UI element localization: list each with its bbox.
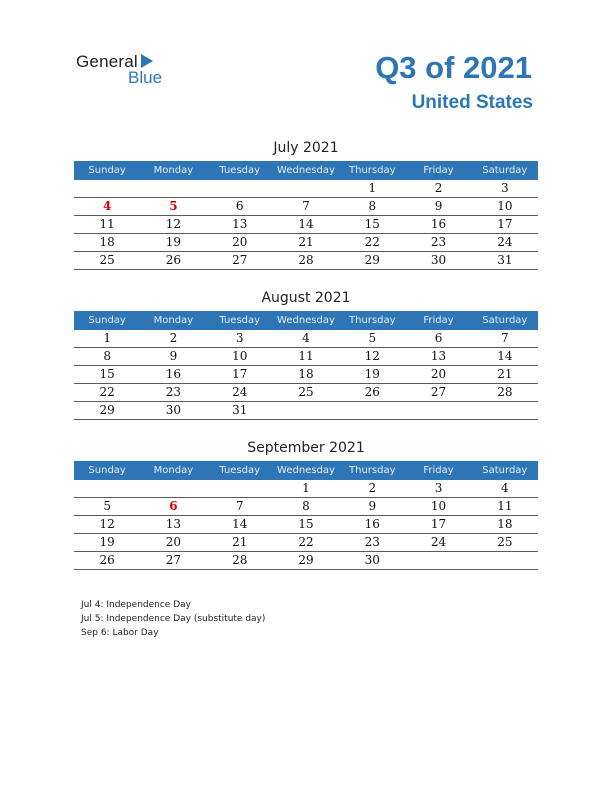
holiday-note: Sep 6: Labor Day [81,628,159,638]
day-cell: 18 [298,367,314,381]
day-cell: 7 [501,331,509,345]
day-cell: 21 [497,367,513,381]
day-cell: 10 [232,349,248,363]
weekday-header: Friday [423,165,454,176]
day-cell: 12 [165,217,182,231]
holiday-note: Jul 5: Independence Day (substitute day) [81,614,266,624]
day-cell: 21 [232,535,248,549]
weekday-header: Saturday [482,465,528,476]
day-cell: 17 [430,517,447,531]
day-cell: 25 [497,535,513,549]
logo-flag-icon [141,54,153,68]
weekday-header: Wednesday [277,315,335,326]
day-cell: 11 [298,349,314,363]
day-cell: 28 [298,253,314,267]
day-cell [140,180,206,197]
weekday-header: Wednesday [277,465,335,476]
week-row [74,180,538,198]
week-row [74,384,538,402]
day-cell [472,552,538,569]
day-cell: 3 [434,481,443,495]
week-row [74,552,538,570]
day-cell: 29 [364,253,380,267]
day-cell: 11 [99,217,115,231]
month-title: September 2021 [247,440,365,456]
day-cell: 29 [99,403,115,417]
day-cell: 28 [232,553,248,567]
week-row [74,402,538,420]
month-calendar-july [74,138,538,270]
weekday-header: Sunday [88,315,126,326]
day-cell: 1 [302,481,310,495]
day-cell: 26 [364,385,380,399]
day-cell: 13 [165,517,182,531]
weekday-header: Saturday [482,315,528,326]
day-cell: 21 [298,235,314,249]
day-cell: 5 [103,499,111,513]
logo-text-blue: Blue [128,68,163,87]
week-row [74,234,538,252]
day-cell: 15 [99,367,115,381]
day-cell: 16 [364,517,380,531]
day-cell: 8 [103,349,111,363]
day-cell: 15 [364,217,380,231]
day-cell: 9 [434,199,443,213]
weekday-header-row [74,311,538,330]
day-cell: 2 [368,481,377,495]
day-cell: 12 [364,349,380,363]
weekday-header-row [74,461,538,480]
week-row [74,366,538,384]
day-cell [74,180,140,197]
day-cell: 24 [232,385,248,399]
day-cell: 6 [235,199,244,213]
day-cell: 27 [232,253,248,267]
day-cell: 25 [99,253,115,267]
day-cell: 31 [232,403,248,417]
day-cell [140,480,206,497]
day-cell: 10 [497,199,513,213]
day-cell: 8 [302,499,310,513]
month-calendar-august [74,288,538,420]
weekday-header: Monday [153,315,194,326]
week-row [74,252,538,270]
day-cell: 5 [368,331,377,345]
weekday-header: Tuesday [219,465,261,476]
month-title: July 2021 [273,140,339,156]
weekday-header: Sunday [88,165,126,176]
day-cell: 28 [497,385,513,399]
day-cell: 27 [430,385,447,399]
day-cell: 23 [364,535,380,549]
week-row [74,534,538,552]
day-cell: 24 [497,235,513,249]
week-row [74,216,538,234]
day-cell [405,552,471,569]
day-cell: 16 [165,367,182,381]
week-row [74,348,538,366]
day-cell: 3 [501,181,509,195]
holiday-notes [81,598,265,640]
day-cell: 7 [235,499,244,513]
weekday-header: Wednesday [277,165,335,176]
day-cell: 1 [368,181,377,195]
day-cell: 23 [165,385,182,399]
weekday-header: Thursday [349,315,396,326]
day-cell: 22 [298,535,314,549]
weekday-header: Sunday [88,465,126,476]
day-cell: 19 [165,235,182,249]
week-row [74,330,538,348]
weekday-header: Monday [153,165,194,176]
day-cell: 8 [368,199,377,213]
day-cell-holiday: 5 [169,199,178,213]
day-cell: 17 [497,217,513,231]
day-cell-holiday: 6 [169,499,178,513]
day-cell: 22 [99,385,115,399]
day-cell [273,180,339,197]
month-calendar-september [74,438,538,570]
holiday-note: Jul 4: Independence Day [81,600,191,610]
weekday-header: Friday [423,315,454,326]
day-cell [339,402,405,419]
week-row [74,480,538,498]
weekday-header: Friday [423,465,454,476]
day-cell: 3 [235,331,244,345]
day-cell: 15 [298,517,314,531]
day-cell: 14 [497,349,513,363]
day-cell: 14 [298,217,314,231]
week-row [74,498,538,516]
weekday-header: Thursday [349,465,396,476]
day-cell: 24 [430,535,447,549]
weekday-header-row [74,161,538,180]
day-cell-holiday: 4 [102,199,112,213]
day-cell: 10 [430,499,447,513]
day-cell: 13 [232,217,248,231]
month-title: August 2021 [261,290,351,306]
weekday-header: Monday [153,465,194,476]
weekday-header: Tuesday [219,165,261,176]
day-cell [74,480,140,497]
day-cell: 23 [430,235,447,249]
day-cell: 22 [364,235,380,249]
day-cell [207,480,273,497]
day-cell: 20 [165,535,182,549]
day-cell: 7 [302,199,310,213]
logo-text-general: General [76,52,138,71]
day-cell: 6 [434,331,443,345]
day-cell: 11 [497,499,513,513]
week-row [74,198,538,216]
day-cell: 14 [232,517,248,531]
country-name: United States [411,92,533,113]
day-cell: 30 [165,403,182,417]
day-cell: 19 [364,367,380,381]
day-cell: 9 [368,499,377,513]
weekday-header: Tuesday [219,315,261,326]
day-cell: 27 [165,553,182,567]
weekday-header: Thursday [349,165,396,176]
day-cell: 26 [99,553,115,567]
day-cell: 9 [169,349,178,363]
day-cell: 18 [99,235,115,249]
day-cell: 2 [434,181,443,195]
day-cell: 26 [165,253,182,267]
day-cell [472,402,538,419]
day-cell: 18 [497,517,513,531]
week-row [74,516,538,534]
day-cell: 29 [298,553,314,567]
day-cell: 4 [501,481,509,495]
day-cell: 17 [232,367,248,381]
day-cell [405,402,471,419]
day-cell: 1 [103,331,111,345]
day-cell: 25 [298,385,314,399]
day-cell: 4 [302,331,310,345]
day-cell [207,180,273,197]
day-cell: 20 [232,235,248,249]
weekday-header: Saturday [482,165,528,176]
day-cell: 19 [99,535,115,549]
day-cell: 30 [364,553,380,567]
day-cell: 30 [430,253,447,267]
day-cell: 16 [430,217,447,231]
day-cell: 13 [430,349,447,363]
day-cell: 20 [430,367,447,381]
quarter-title: Q3 of 2021 [375,50,532,85]
day-cell: 12 [99,517,115,531]
day-cell: 2 [169,331,178,345]
day-cell: 31 [497,253,513,267]
generalblue-logo [76,52,186,92]
day-cell [273,402,339,419]
